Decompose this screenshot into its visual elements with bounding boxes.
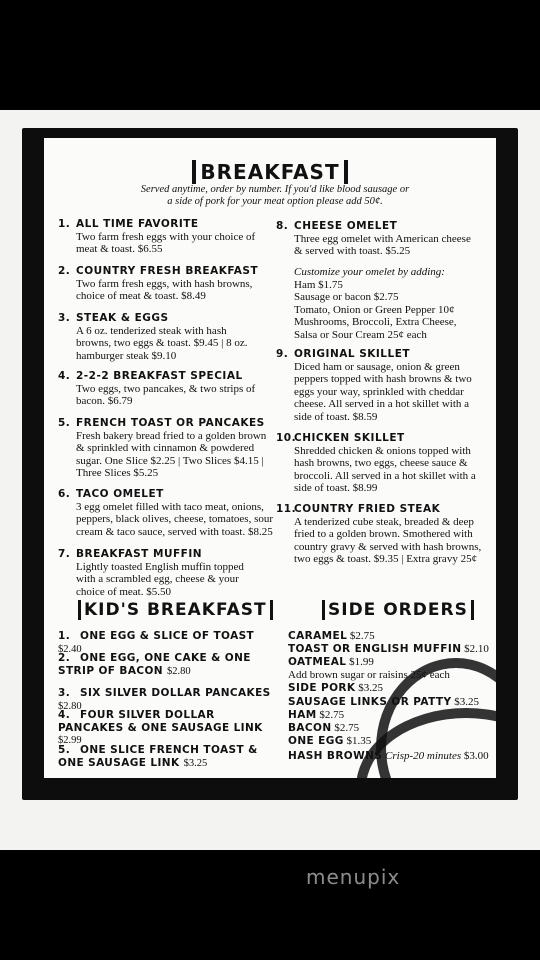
breakfast-subtitle: Served anytime, order by number. If you'd like blood sausage or a side of pork for your meat option please add 50¢.	[140, 184, 410, 207]
side-orders-title: SIDE ORDERS	[322, 600, 474, 620]
menu-item: 9. ORIGINAL SKILLET Diced ham or sausage, onion & green peppers topped with hash browns & two eggs your way, sprinkled with cheddar cheese. All served in a hot skillet with a side of toast. $8.59	[276, 348, 472, 423]
side-item: TOAST OR ENGLISH MUFFIN $2.10	[288, 643, 489, 655]
side-item-note: Add brown sugar or raisins 25¢ each	[288, 669, 450, 681]
side-item: ONE EGG $1.35	[288, 735, 372, 747]
bottom-black-band	[0, 850, 540, 960]
omelet-customize: Customize your omelet by adding: Ham $1.75 Sausage or bacon $2.75 Tomato, Onion or Green Pepper 10¢ Mushrooms, Broccoli, Extra Cheese, Salsa or Sour Cream 25¢ each	[294, 266, 457, 341]
kids-breakfast-title: KID'S BREAKFAST	[78, 600, 273, 620]
menu-item: 1. ALL TIME FAVORITE Two farm fresh eggs with your choice of meat & toast. $6.55	[58, 218, 256, 255]
menu-item: 5. FRENCH TOAST OR PANCAKES Fresh bakery bread fried to a golden brown & sprinkled with cinnamon & powdered sugar. One Slice $2.25 | Two Slices $4.15 | Three Slices $5.25	[58, 417, 267, 479]
kids-item: 5. ONE SLICE FRENCH TOAST & ONE SAUSAGE LINK $3.25	[58, 744, 258, 769]
menu-item: 8. CHEESE OMELET Three egg omelet with American cheese & served with toast. $5.25	[276, 220, 471, 257]
side-item: HASH BROWNS Crisp-20 minutes $3.00	[288, 750, 489, 762]
kids-item: 2. ONE EGG, ONE CAKE & ONE STRIP OF BACON $2.80	[58, 652, 251, 677]
menu-item: 2. COUNTRY FRESH BREAKFAST Two farm fresh eggs, with hash browns, choice of meat & toast. $8.49	[58, 265, 259, 302]
kids-item: 4. FOUR SILVER DOLLAR PANCAKES & ONE SAUSAGE LINK $2.99	[58, 709, 263, 746]
side-item: OATMEAL $1.99	[288, 656, 374, 668]
top-black-band	[0, 0, 540, 110]
side-item: BACON $2.75	[288, 722, 360, 734]
breakfast-title: BREAKFAST	[0, 160, 540, 184]
menu-item: 4. 2-2-2 BREAKFAST SPECIAL Two eggs, two pancakes, & two strips of bacon. $6.79	[58, 370, 256, 407]
side-item: SAUSAGE LINKS OR PATTY $3.25	[288, 696, 479, 708]
menupix-watermark: menupix	[306, 865, 401, 889]
menu-item: 3. STEAK & EGGS A 6 oz. tenderized steak with hash browns, two eggs & toast. $9.45 | 8 oz. hamburger steak $9.10	[58, 312, 248, 362]
side-item: HAM $2.75	[288, 709, 345, 721]
side-item: CARAMEL $2.75	[288, 630, 375, 642]
decorative-swirl	[356, 708, 496, 778]
menu-item: 6. TACO OMELET 3 egg omelet filled with taco meat, onions, peppers, black olives, cheese, tomatoes, sour cream & taco sauce, served with toast. $8.25	[58, 488, 274, 538]
kids-item: 3. SIX SILVER DOLLAR PANCAKES $2.80	[58, 687, 271, 712]
menu-item: 11.COUNTRY FRIED STEAK A tenderized cube steak, breaded & deep fried to a golden brown. Smothered with country gravy & served with hash browns, two eggs & toast. $9.35 | Extra gravy 25¢	[276, 503, 482, 565]
side-item: SIDE PORK $3.25	[288, 682, 383, 694]
menu-item: 10.CHICKEN SKILLET Shredded chicken & onions topped with hash browns, two eggs, cheese sauce & broccoli. All served in a hot skillet with a side of toast. $8.99	[276, 432, 476, 494]
menu-item: 7. BREAKFAST MUFFIN Lightly toasted English muffin topped with a scrambled egg, cheese & your choice of meat. $5.50	[58, 548, 244, 598]
kids-item: 1. ONE EGG & SLICE OF TOAST $2.40	[58, 630, 255, 655]
